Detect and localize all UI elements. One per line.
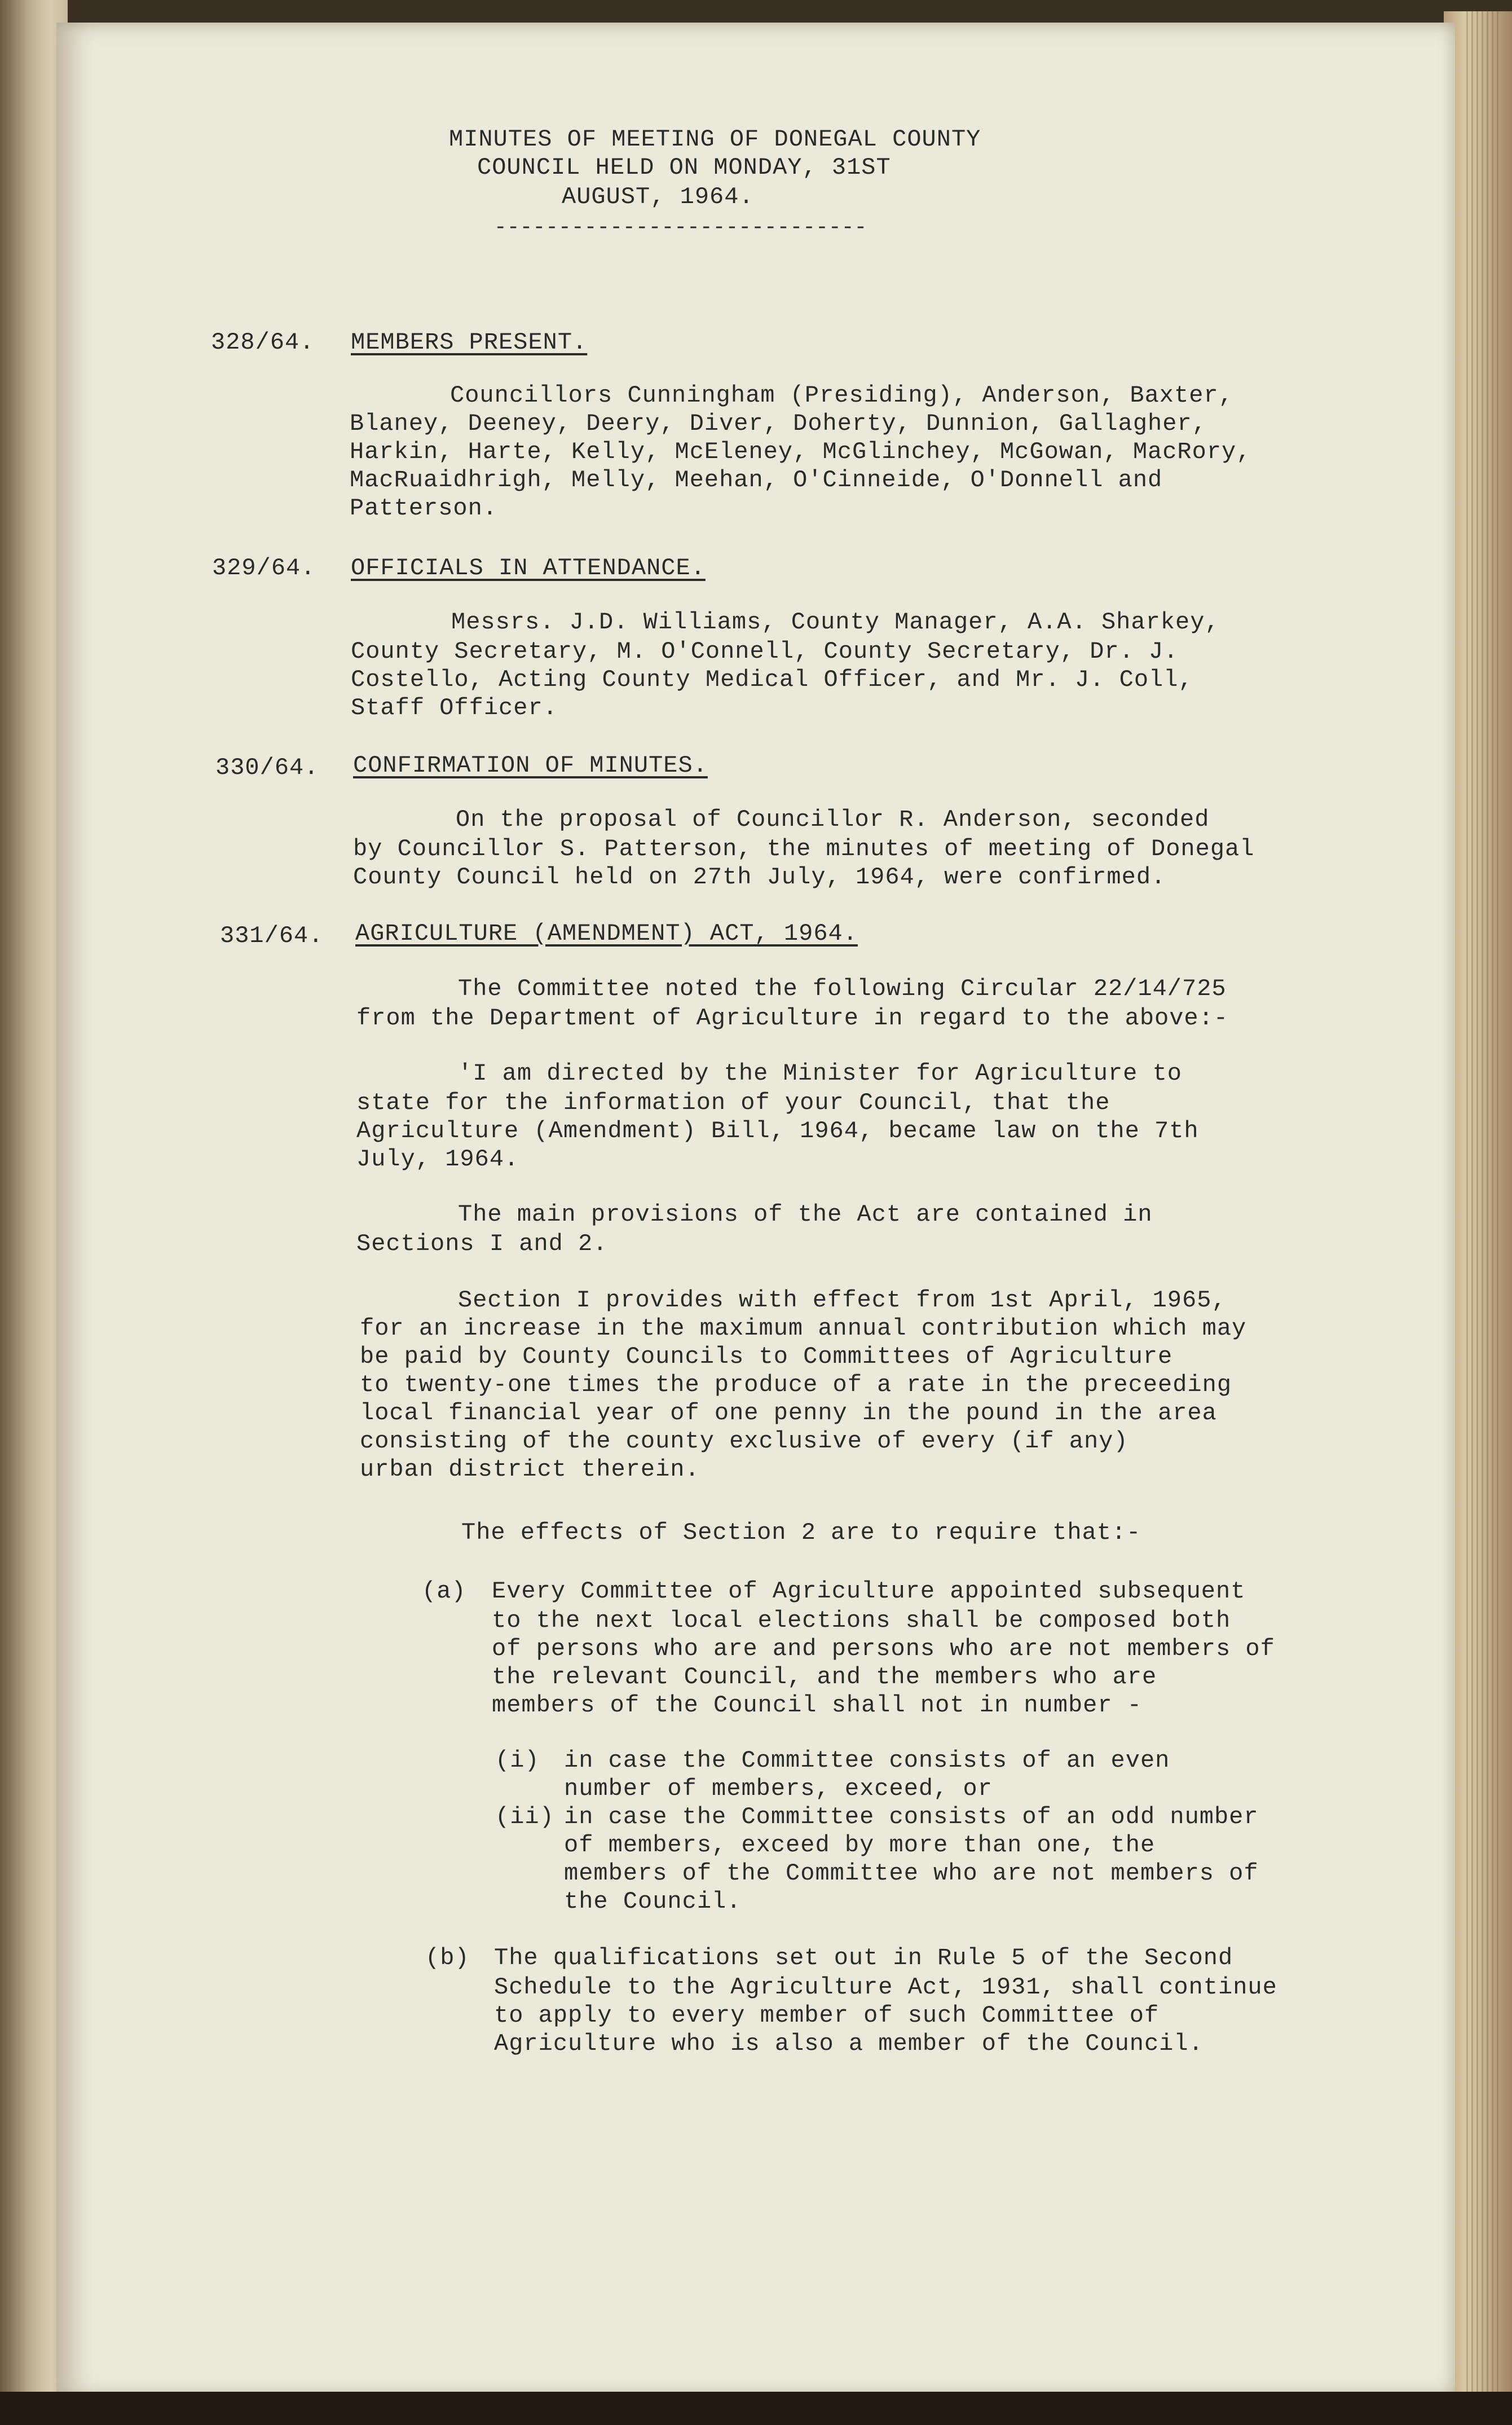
body-line: The Committee noted the following Circular 22/14/725 (458, 975, 1227, 1002)
body-line: County Council held on 27th July, 1964, were confirmed. (353, 864, 1166, 891)
body-line: Costello, Acting County Medical Officer, and Mr. J. Coll, (351, 666, 1193, 693)
sub-item-line: members of the Committee who are not members of (564, 1860, 1259, 1887)
body-line: Harkin, Harte, Kelly, McEleney, McGlinchey, McGowan, MacRory, (350, 438, 1251, 465)
section-heading: AGRICULTURE (AMENDMENT) ACT, 1964. (355, 920, 858, 947)
list-item-label: (b) (425, 1944, 470, 1971)
body-line: Sections I and 2. (356, 1230, 608, 1257)
list-item-line: Every Committee of Agriculture appointed subsequent (492, 1578, 1246, 1605)
section-number: 329/64. (212, 554, 316, 582)
title-line-2: COUNCIL HELD ON MONDAY, 31ST (477, 154, 891, 181)
body-line: The main provisions of the Act are contained in (458, 1201, 1153, 1228)
body-line: from the Department of Agriculture in regard to the above:- (356, 1005, 1229, 1032)
list-item-line: to the next local elections shall be composed both (492, 1607, 1231, 1634)
sub-item-line: the Council. (564, 1888, 742, 1915)
sub-item-line: in case the Committee consists of an even (564, 1747, 1170, 1774)
sub-item-label: (ii) (495, 1803, 554, 1830)
body-line: consisting of the county exclusive of every (if any) (360, 1428, 1129, 1455)
list-item-line: Schedule to the Agriculture Act, 1931, shall continue (494, 1974, 1277, 2001)
section-heading: CONFIRMATION OF MINUTES. (353, 752, 708, 779)
body-line: Messrs. J.D. Williams, County Manager, A.A. Sharkey, (451, 609, 1220, 636)
body-line: to twenty-one times the produce of a rate in the preceeding (360, 1371, 1232, 1398)
body-line: Section I provides with effect from 1st April, 1965, (458, 1287, 1227, 1314)
section-heading: OFFICIALS IN ATTENDANCE. (351, 554, 706, 582)
sub-item-label: (i) (495, 1747, 540, 1774)
list-item-line: of persons who are and persons who are not members of (492, 1635, 1275, 1662)
list-item-line: to apply to every member of such Committee of (494, 2002, 1160, 2029)
title-rule: ----------------------------- (494, 215, 867, 240)
body-line: Agriculture (Amendment) Bill, 1964, became law on the 7th (356, 1117, 1199, 1145)
section-number: 330/64. (215, 754, 319, 781)
body-line: urban district therein. (360, 1456, 700, 1483)
body-line: Blaney, Deeney, Deery, Diver, Doherty, Dunnion, Gallagher, (350, 410, 1207, 437)
body-line: County Secretary, M. O'Connell, County Secretary, Dr. J. (351, 638, 1179, 665)
body-line: The effects of Section 2 are to require that:- (461, 1519, 1141, 1546)
sub-item-line: number of members, exceed, or (564, 1775, 993, 1802)
body-line: Staff Officer. (351, 694, 558, 721)
sub-item-line: of members, exceed by more than one, the (564, 1832, 1156, 1859)
list-item-line: the relevant Council, and the members who are (492, 1663, 1157, 1691)
section-number: 328/64. (211, 329, 315, 356)
body-line: July, 1964. (356, 1146, 519, 1173)
section-number: 331/64. (220, 922, 324, 949)
body-line: Patterson. (350, 495, 498, 522)
scan-border-bottom (0, 2392, 1512, 2425)
section-heading: MEMBERS PRESENT. (351, 329, 588, 356)
body-line: Councillors Cunningham (Presiding), Anderson, Baxter, (450, 382, 1233, 409)
body-line: be paid by County Councils to Committees of Agriculture (360, 1343, 1173, 1370)
body-line: state for the information of your Council, that the (356, 1089, 1110, 1116)
sub-item-line: in case the Committee consists of an odd number (564, 1803, 1259, 1830)
list-item-line: The qualifications set out in Rule 5 of the Second (494, 1944, 1233, 1971)
title-line-1: MINUTES OF MEETING OF DONEGAL COUNTY (449, 126, 981, 153)
body-line: by Councillor S. Patterson, the minutes of meeting of Donegal (353, 835, 1255, 862)
body-line: On the proposal of Councillor R. Anderson, seconded (456, 806, 1210, 833)
list-item-line: members of the Council shall not in number - (492, 1692, 1142, 1719)
title-line-3: AUGUST, 1964. (562, 183, 754, 210)
body-line: local financial year of one penny in the pound in the area (360, 1399, 1217, 1427)
body-line: MacRuaidhrigh, Melly, Meehan, O'Cinneide, O'Donnell and (350, 466, 1163, 494)
list-item-line: Agriculture who is also a member of the Council. (494, 2030, 1204, 2057)
body-line: for an increase in the maximum annual contribution which may (360, 1315, 1247, 1342)
list-item-label: (a) (422, 1578, 466, 1605)
body-line: 'I am directed by the Minister for Agriculture to (458, 1060, 1183, 1087)
